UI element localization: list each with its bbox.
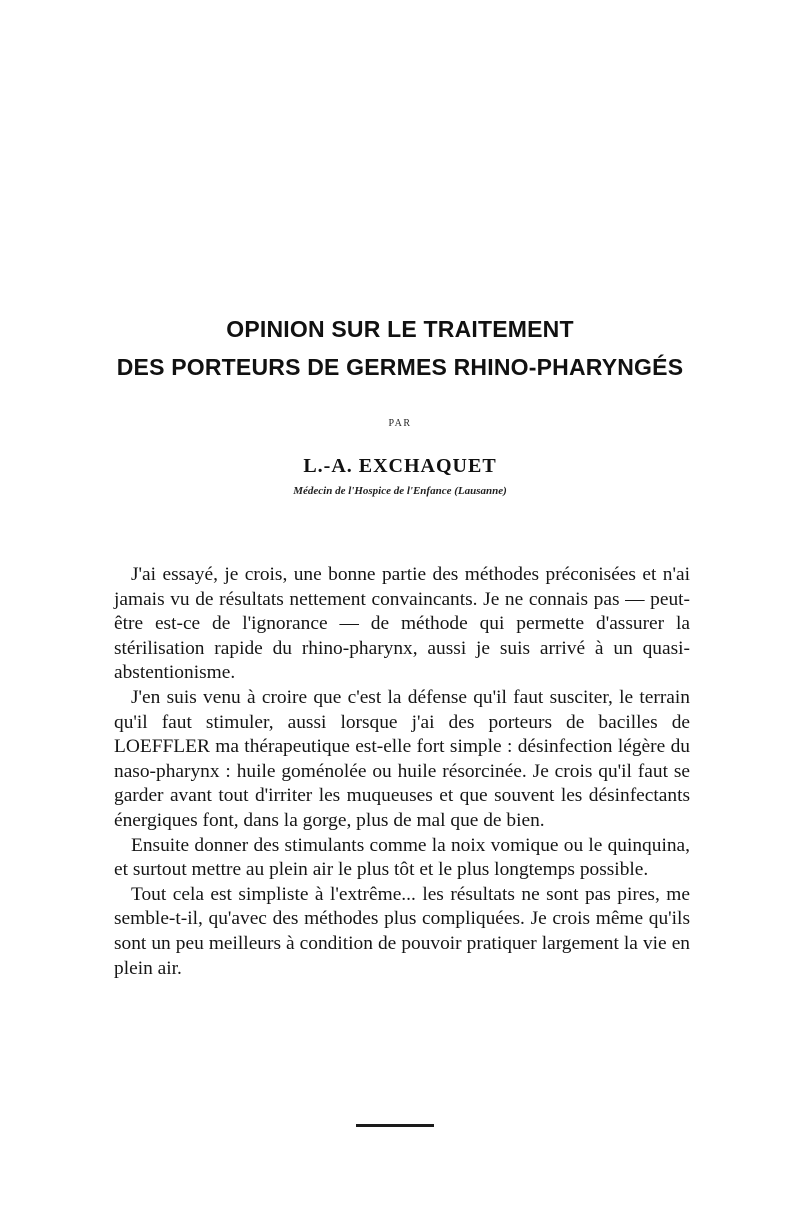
- author-name: L.-A. EXCHAQUET: [303, 455, 497, 477]
- paragraph-4: Tout cela est simpliste à l'extrême... les résultats ne sont pas pires, me semble-t-il, qu'avec des méthodes plus compliquées. Je crois même qu'ils sont un peu meilleurs à condition de pouvoir pratiquer largement la vie en plein air.: [114, 883, 690, 979]
- article-body: [114, 563, 690, 981]
- article-title-line-1: OPINION SUR LE TRAITEMENT: [226, 316, 574, 342]
- article-title-line-2: DES PORTEURS DE GERMES RHINO-PHARYNGÉS: [116, 354, 684, 380]
- paragraph-3: Ensuite donner des stimulants comme la noix vomique ou le quinquina, et surtout mettre au plein air le plus tôt et le plus longtemps possible.: [114, 834, 690, 881]
- author-affiliation: Médecin de l'Hospice de l'Enfance (Lausanne): [293, 485, 507, 497]
- paragraph-1: J'ai essayé, je crois, une bonne partie des méthodes préconisées et n'ai jamais vu de résultats nettement convaincants. Je ne connais pas — peut-être est-ce de l'ignorance — de méthode qui permette d'assurer la stérilisation rapide du rhino-pharynx, aussi je suis arrivé à un quasi-abstentionisme.: [114, 564, 690, 684]
- end-rule: [356, 1124, 434, 1127]
- paragraph-2: J'en suis venu à croire que c'est la défense qu'il faut susciter, le terrain qu'il faut stimuler, aussi lorsque j'ai des porteurs de bacilles de LOEFFLER ma thérapeutique est-elle fort simple : désinfection légère du naso-pharynx : huile goménolée ou huile résorcinée. Je crois qu'il faut se garder avant tout d'irriter les muqueuses et que souvent les désinfectants énergiques font, dans la gorge, plus de mal que de bien.: [114, 686, 690, 831]
- byline-par: PAR: [388, 418, 412, 429]
